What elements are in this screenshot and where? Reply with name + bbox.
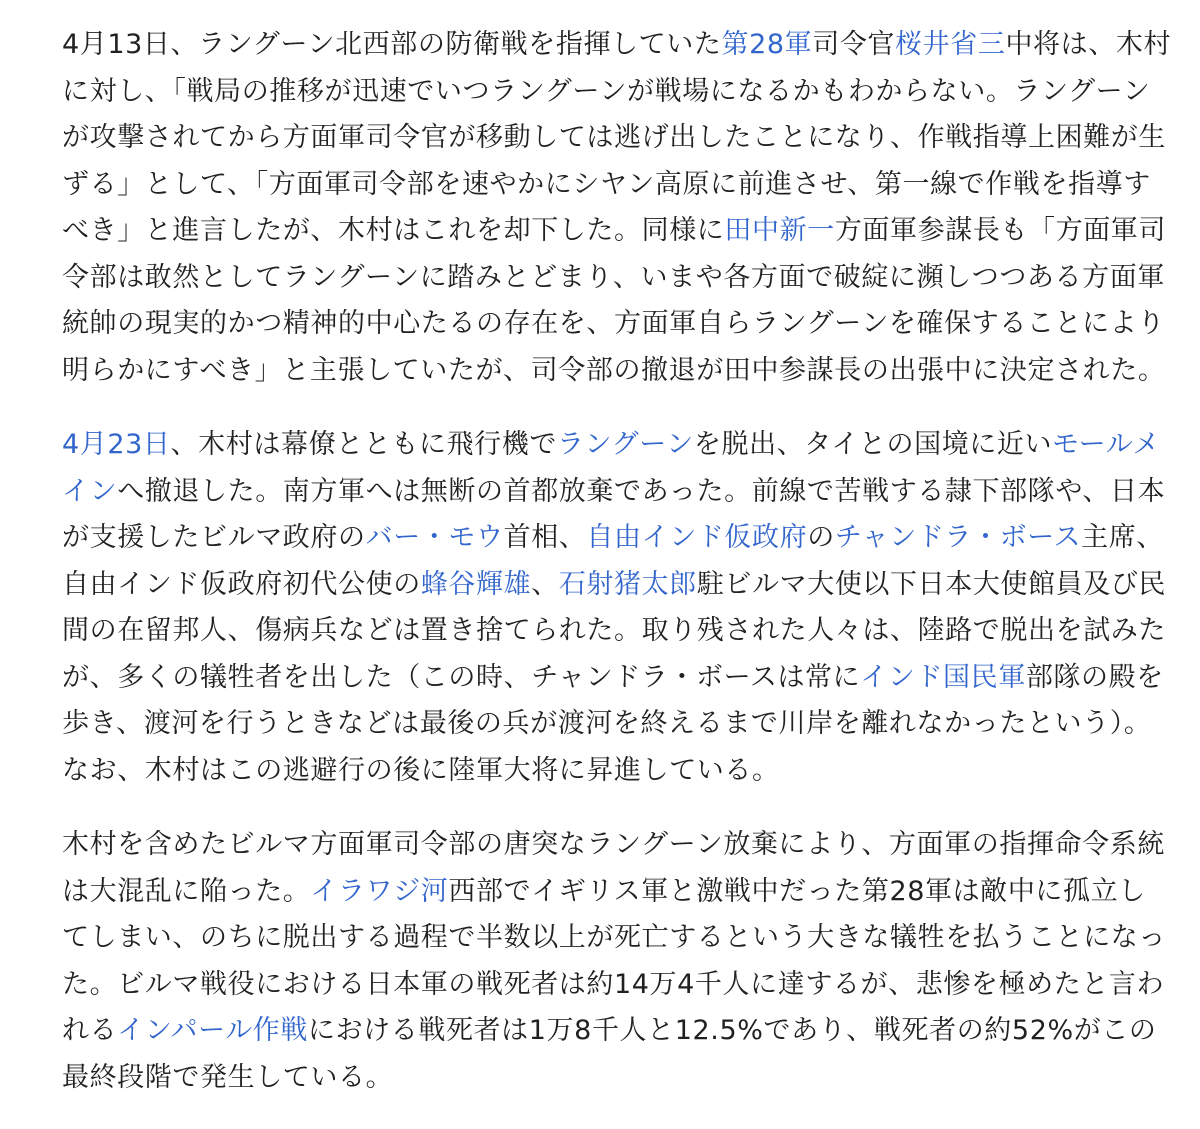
- paragraph-text: における戦死者は1万8千人と12.5%であり、戦死者の約52%がこの最終段階で発生している。: [62, 1015, 1157, 1093]
- wiki-link[interactable]: 第28軍: [721, 29, 813, 60]
- wiki-link[interactable]: インパール作戦: [117, 1015, 308, 1046]
- paragraph-text: 、: [531, 568, 559, 600]
- paragraph-text: の: [807, 522, 835, 553]
- wiki-link[interactable]: 蜂谷輝雄: [420, 568, 532, 600]
- article-body: [62, 22, 1172, 1129]
- paragraph-text: 4月13日、ラングーン北西部の防衛戦を指揮していた: [62, 29, 722, 60]
- wiki-link[interactable]: インド国民軍: [860, 661, 1026, 693]
- paragraph-text: 西部でイギリス軍と激戦中だった第28軍は敵中に孤立してしまい、のちに脱出する過程で半数以上が死亡するという大きな犠牲を払うことになった。ビルマ戦役における日本軍の戦死者は約14万4千人に達するが、悲惨を極めたと言われる: [62, 875, 1166, 1046]
- wiki-link[interactable]: チャンドラ・ボース: [834, 522, 1082, 553]
- wiki-link[interactable]: 桜井省三: [895, 29, 1006, 60]
- paragraph-text: へ撤退した。南方軍へは無断の首都放棄であった。前線で苦戦する隷下部隊や、日本が支援したビルマ政府の: [62, 475, 1166, 553]
- paragraph-text: 部隊の殿を歩き、渡河を行うときなどは最後の兵が渡河を終えるまで川岸を離れなかったという）。なお、木村はこの逃避行の後に陸軍大将に昇進している。: [62, 661, 1164, 786]
- paragraph-text: 駐ビルマ大使以下日本大使館員及び民間の在留邦人、傷病兵などは置き捨てられた。取り残された人々は、陸路で脱出を試みたが、多くの犠牲者を出した（この時、チャンドラ・ボースは常に: [62, 568, 1167, 693]
- paragraph-text: 、木村は幕僚とともに飛行機で: [170, 429, 557, 460]
- wiki-link[interactable]: 田中新一: [724, 215, 835, 246]
- paragraph-text: 司令官: [812, 29, 896, 60]
- paragraph-aftermath: [62, 822, 1172, 1101]
- wiki-link[interactable]: ラングーン: [556, 429, 694, 460]
- paragraph-text: 主席、自由インド仮政府初代公使の: [62, 522, 1164, 600]
- paragraph-text: 木村を含めたビルマ方面軍司令部の唐突なラングーン放棄により、方面軍の指揮命令系統は大混乱に陥った。: [62, 829, 1165, 907]
- wiki-link[interactable]: イラワジ河: [310, 875, 449, 907]
- paragraph-text: 中将は、木村に対し、「戦局の推移が迅速でいつラングーンが戦場になるかもわからない。ラングーンが攻撃されてから方面軍司令官が移動しては逃げ出したことになり、作戦指導上困難が生ずる」として、「方面軍司令部を速やかにシヤン高原に前進させ、第一線で作戦を指導すべき」と進言したが、木村はこれを却下した。同様に: [62, 29, 1172, 246]
- paragraph-escape-from-rangoon: [62, 422, 1172, 794]
- wiki-link[interactable]: 石射猪太郎: [558, 568, 697, 600]
- wiki-link[interactable]: 4月23日: [62, 429, 171, 460]
- paragraph-text: 方面軍参謀長も「方面軍司令部は敢然としてラングーンに踏みとどまり、いまや各方面で破綻に瀕しつつある方面軍統帥の現実的かつ精神的中心たるの存在を、方面軍自らラングーンを確保することにより明らかにすべき」と主張していたが、司令部の撤退が田中参謀長の出張中に決定された。: [62, 215, 1167, 386]
- wiki-link[interactable]: 自由インド仮政府: [586, 522, 808, 553]
- wiki-link[interactable]: モールメイン: [62, 429, 1161, 507]
- wiki-link[interactable]: バー・モウ: [365, 522, 504, 553]
- paragraph-text: 首相、: [503, 522, 587, 553]
- paragraph-text: を脱出、タイとの国境に近い: [693, 429, 1053, 460]
- paragraph-retreat-debate: [62, 22, 1172, 394]
